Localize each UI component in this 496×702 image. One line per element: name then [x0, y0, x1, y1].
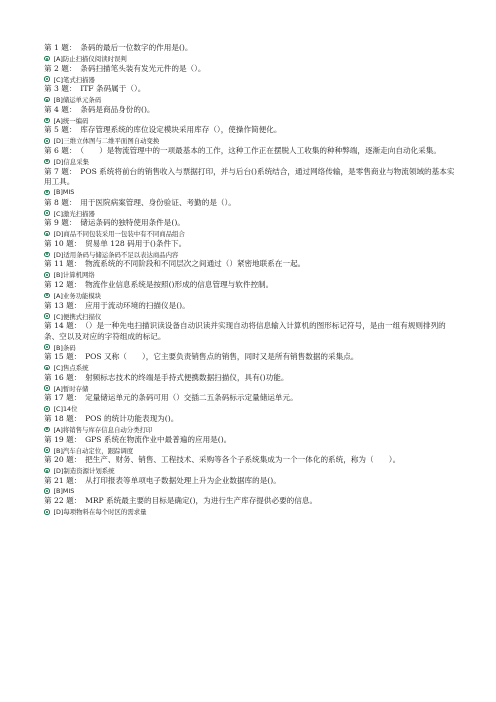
question-text: 第 5 题： 库存管理系统的库位设定模块采用库存（），使操作简便化。 [44, 125, 282, 135]
question-text: 第 12 题： 物流作业信息系统是按照()形成的信息管理与软件控制。 [44, 279, 274, 289]
answer-text: [C]售点系统 [53, 364, 89, 373]
answer-option[interactable] [44, 74, 458, 84]
question-text: 第 9 题： 储运条码的独特使用条件是()。 [44, 218, 185, 228]
answer-option[interactable] [44, 229, 458, 239]
circle-dot-icon [44, 313, 50, 319]
answer-option[interactable] [44, 363, 458, 373]
question-text: 第 21 题： 从打印报表等单项电子数据处理上升为企业数据库的是()。 [44, 475, 281, 485]
circle-dot-icon [44, 210, 50, 216]
question-text: 第 7 题： POS 系统将前台的销售收入与票据打印，并与后台()系统结合，通过网络传输，是零售商业与物流领域的基本实用工具。 [44, 166, 455, 186]
answer-option[interactable] [44, 424, 458, 434]
answer-text: [B]MIS [53, 487, 75, 496]
answer-text: [D]每项物料在每个时区的需求量 [53, 508, 147, 517]
circle-dot-icon [44, 76, 50, 82]
circle-dot-icon [44, 97, 50, 103]
answer-option[interactable] [44, 445, 458, 455]
circle-dot-icon [44, 138, 50, 144]
circle-dot-icon [44, 231, 50, 237]
answer-option[interactable] [44, 95, 458, 105]
answer-option[interactable] [44, 404, 458, 414]
answer-option[interactable] [44, 249, 458, 259]
answer-text: [A]业务功能模块 [53, 291, 102, 300]
answer-option[interactable] [44, 156, 458, 166]
answer-option[interactable] [44, 342, 458, 352]
circle-dot-icon [44, 344, 50, 350]
question-text: 第 3 题： ITF 条码属于（）。 [44, 84, 146, 94]
circle-dot-icon [44, 427, 50, 433]
question-text: 第 20 题： 把生产、财务、销售、工程技术、采购等各个子系统集成为一个一体化的系统，称为（ ）。 [44, 455, 401, 465]
answer-text: [C]便携式扫描仪 [53, 312, 102, 321]
answer-text: [D]三维立体图与二维平面图自动变换 [53, 137, 160, 146]
circle-dot-icon [44, 190, 50, 196]
question-text: 第 22 题： MRP 系统最主要的目标是确定()，为进行生产库存提供必要的信息。 [44, 496, 318, 506]
answer-option[interactable] [44, 136, 458, 146]
answer-option[interactable] [44, 115, 458, 125]
question-text: 第 15 题： POS 又称（ ），它主要负责销售点的销售，同时又是所有销售数据的采集点。 [44, 352, 359, 362]
question-text: 第 13 题： 应用于流动环境的扫描仪是()。 [44, 300, 190, 310]
circle-dot-icon [44, 488, 50, 494]
circle-dot-icon [44, 272, 50, 278]
circle-dot-icon [44, 406, 50, 412]
question-text: 第 1 题： 条码的最后一位数字的作用是()。 [44, 43, 193, 52]
question-text: 第 11 题： 物流系统的不同阶段和不同层次之间通过（）紧密地联系在一起。 [44, 259, 306, 269]
answer-option[interactable] [44, 187, 458, 197]
circle-dot-icon [44, 118, 50, 124]
answer-text: [A]防止扫描仪阅读时误判 [53, 55, 127, 63]
answer-option[interactable] [44, 466, 458, 476]
answer-text: [A]将销售与库存信息自动分类打印 [53, 425, 153, 434]
answer-text: [D]信息采集 [53, 157, 89, 166]
question-text: 第 19 题： GPS 系统在物流作业中最普遍的应用是()。 [44, 434, 232, 444]
answer-text: [D]适用条码与储运条码不足以表达商品内容 [53, 250, 179, 259]
answer-text: [B]MIS [53, 188, 75, 197]
circle-dot-icon [44, 252, 50, 258]
answer-option[interactable] [44, 270, 458, 280]
answer-text: [C]激光扫描器 [53, 209, 95, 218]
answer-text: [B]汽车自动定位，跟踪调度 [53, 446, 134, 455]
answer-option[interactable] [44, 486, 458, 496]
answer-text: [B]储运单元条码 [53, 96, 102, 105]
circle-dot-icon [44, 509, 50, 515]
answer-option[interactable] [44, 507, 458, 517]
answer-text: [C]笔式扫描器 [53, 75, 95, 84]
question-text: 第 14 题： （）是一种先电扫描识读设备自动识读并实现自动将信息输入计算机的图形标记符号，是由一组有规则排列的条、空以及对应的字符组成的标记。 [44, 321, 446, 341]
question-text: 第 8 题： 用于医院病案管理、身份验证、考勤的是（）。 [44, 197, 236, 207]
answer-text: [D]商品不同包装采用一包装中有不同商品组合 [53, 230, 185, 239]
circle-dot-icon [44, 385, 50, 391]
question-text: 第 4 题： 条码是商品身份的()。 [44, 104, 155, 114]
answer-option[interactable] [44, 53, 458, 63]
answer-option[interactable] [44, 383, 458, 393]
question-text: 第 6 题： （ ）是物流管理中的一项最基本的工作，这种工作正在摆脱人工收集的种种弊端，逐渐走向自动化采集。 [44, 145, 441, 155]
answer-option[interactable] [44, 290, 458, 300]
answer-text: [B]计算机网络 [53, 271, 95, 280]
question-list [44, 43, 458, 517]
question-text: 第 2 题： 条码扫描笔头装有发光元件的是（）。 [44, 63, 206, 73]
circle-dot-icon [44, 56, 50, 62]
answer-option[interactable] [44, 311, 458, 321]
question-text: 第 18 题： POS 的统计功能表现为()。 [44, 413, 179, 423]
question-text: 第 17 题： 定量储运单元的条码可用（）交插二五条码标示定量储运单元。 [44, 393, 298, 403]
circle-dot-icon [44, 293, 50, 299]
question-text: 第 10 题： 贸易单 128 码用于()条件下。 [44, 238, 187, 248]
answer-text: [B]条码 [53, 343, 76, 352]
circle-dot-icon [44, 365, 50, 371]
answer-text: [A]暂时存储 [53, 384, 89, 393]
answer-text: [D]制造资源计划系统 [53, 467, 115, 476]
circle-dot-icon [44, 447, 50, 453]
answer-text: [A]统一编码 [53, 116, 89, 125]
question-text: 第 16 题： 射频标志技术的终端是手持式便携数据扫描仪，具有()功能。 [44, 372, 289, 382]
answer-text: [C]14位 [53, 405, 78, 414]
answer-option[interactable] [44, 208, 458, 218]
circle-dot-icon [44, 159, 50, 165]
circle-dot-icon [44, 468, 50, 474]
